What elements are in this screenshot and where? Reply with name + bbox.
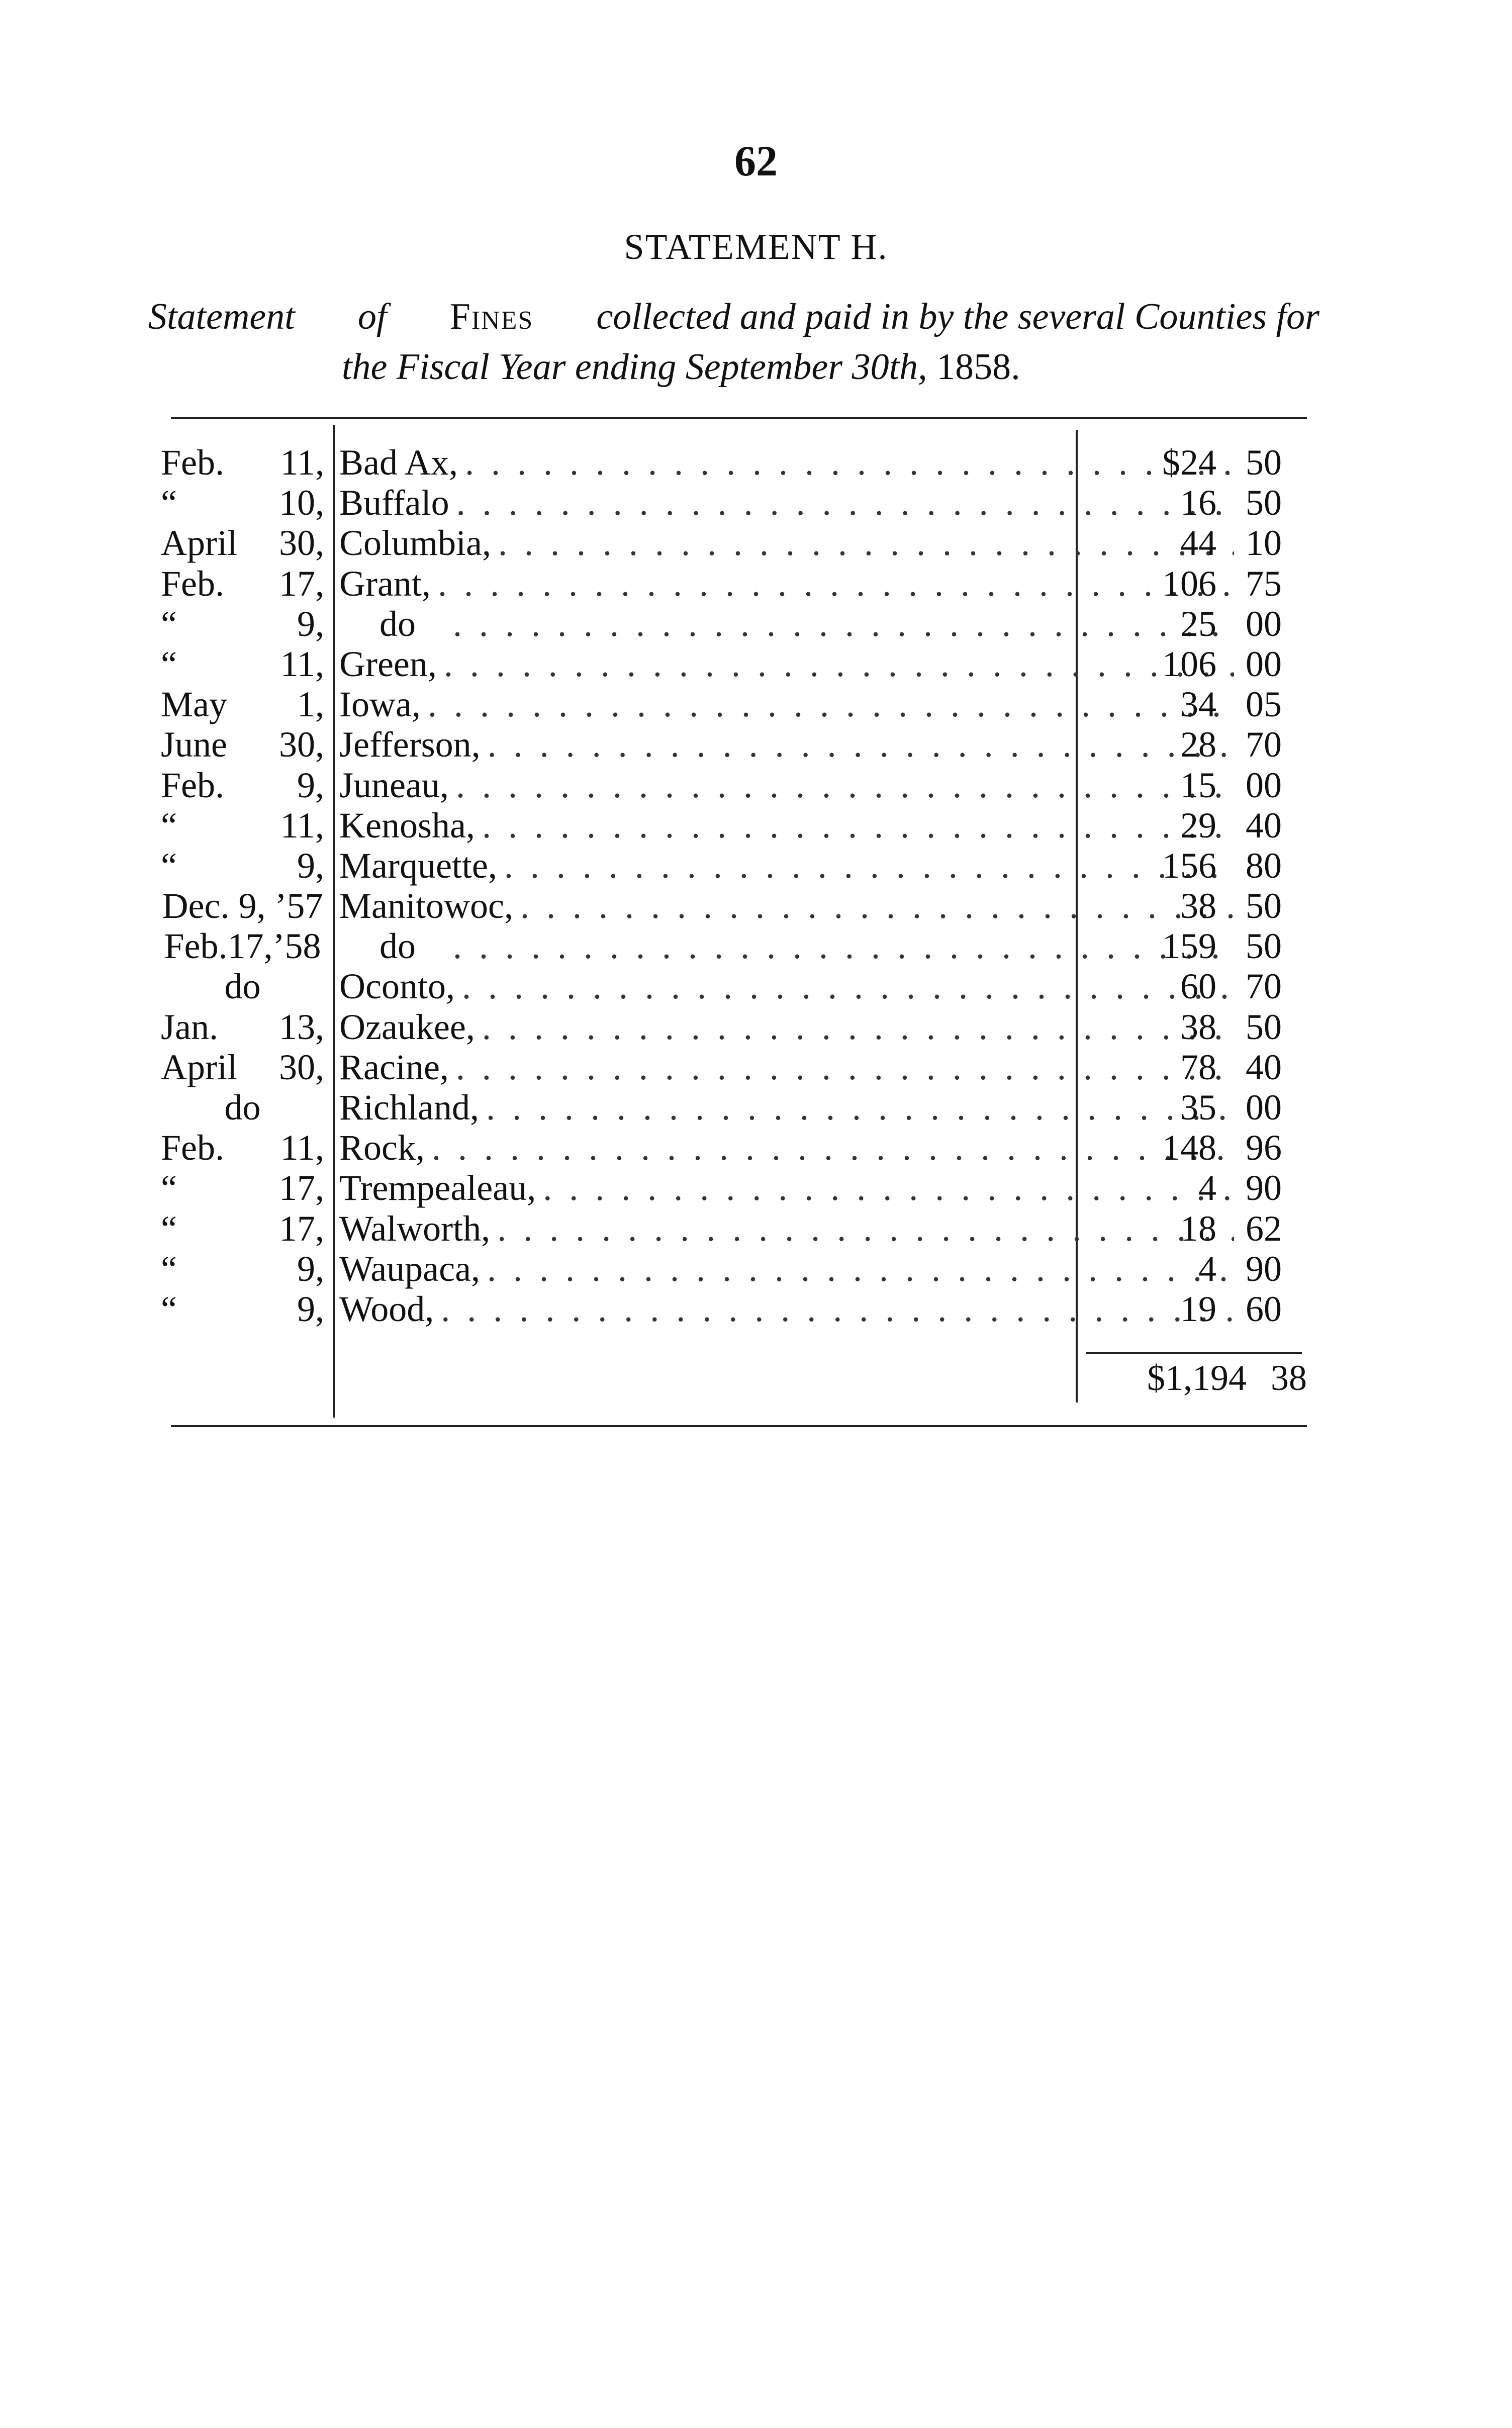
date-month: “ <box>161 805 177 846</box>
amount-dollars: 29 <box>1180 805 1216 846</box>
caption-word: Statement <box>148 296 295 337</box>
county-cell <box>339 684 1234 724</box>
amount-dollars: 38 <box>1180 1006 1216 1047</box>
date-day: 17, <box>279 1208 324 1249</box>
amount-cents: 90 <box>1246 1168 1282 1208</box>
county-cell <box>339 1087 1234 1128</box>
amount-dollars: $24 <box>1162 442 1216 483</box>
table-row <box>161 886 1307 926</box>
table-bottom-rule <box>171 1425 1307 1427</box>
county-name: Grant, <box>339 563 431 604</box>
amount-cents: 80 <box>1246 845 1282 886</box>
amount-cell <box>1106 1007 1307 1047</box>
amount-cents: 40 <box>1246 805 1282 846</box>
amount-cell <box>1106 564 1307 604</box>
date-cell <box>161 483 324 523</box>
date-cell <box>161 1087 324 1128</box>
date-day: 17, <box>279 563 324 604</box>
amount-cents: 50 <box>1246 926 1282 967</box>
date-month: Feb.17,’58 <box>164 926 321 967</box>
date-day: 30, <box>279 724 324 765</box>
date-day: 9, <box>297 1248 324 1289</box>
county-name: Green, <box>339 643 437 684</box>
county-name: Wood, <box>339 1288 434 1329</box>
amount-dollars: 25 <box>1180 603 1216 644</box>
county-cell <box>339 564 1234 604</box>
amount-dollars: 106 <box>1162 643 1216 684</box>
caption-word: of <box>357 296 387 337</box>
county-cell <box>339 846 1234 886</box>
amount-cell <box>1106 523 1307 563</box>
caption-date: 30th, <box>852 346 927 388</box>
county-name: do <box>380 926 416 967</box>
date-month: Feb. <box>161 765 224 805</box>
date-month: “ <box>161 1208 177 1249</box>
amount-cell <box>1106 805 1307 846</box>
date-month: “ <box>161 845 177 886</box>
date-cell <box>161 926 324 966</box>
amount-cell <box>1106 765 1307 805</box>
amount-cell <box>1106 1128 1307 1168</box>
date-cell <box>161 765 324 805</box>
statement-title: STATEMENT H. <box>624 227 888 267</box>
county-cell <box>339 644 1234 684</box>
amount-cents: 00 <box>1246 643 1282 684</box>
date-cell <box>161 1007 324 1047</box>
date-day: 9, <box>297 1288 324 1329</box>
amount-cell <box>1106 684 1307 724</box>
amount-dollars: 159 <box>1162 926 1216 967</box>
table-row <box>161 846 1307 886</box>
date-cell <box>161 644 324 684</box>
table-row <box>161 1128 1307 1168</box>
county-name: Ozaukee, <box>339 1006 475 1047</box>
county-name: Waupaca, <box>339 1248 481 1289</box>
amount-dollars: 4 <box>1198 1168 1216 1208</box>
amount-cell <box>1106 846 1307 886</box>
amount-cell <box>1106 604 1307 644</box>
amount-cents: 70 <box>1246 966 1282 1007</box>
date-day: 17, <box>279 1168 324 1208</box>
date-cell <box>161 724 324 765</box>
date-cell <box>161 1208 324 1249</box>
amount-cents: 75 <box>1246 563 1282 604</box>
amount-cents: 90 <box>1246 1248 1282 1289</box>
county-name: Jefferson, <box>339 724 481 765</box>
amount-cell <box>1106 483 1307 523</box>
date-cell <box>161 523 324 563</box>
table-row <box>161 1289 1307 1329</box>
amount-cell <box>1106 1168 1307 1208</box>
date-cell <box>161 846 324 886</box>
amount-cell <box>1106 926 1307 966</box>
county-name: Columbia, <box>339 523 491 564</box>
amount-cell <box>1106 886 1307 926</box>
date-month: April <box>161 1047 237 1087</box>
county-name: Marquette, <box>339 845 497 886</box>
date-cell <box>161 886 324 926</box>
county-name: Bad Ax, <box>339 442 458 483</box>
date-month: Feb. <box>161 1128 224 1168</box>
amount-dollars: 60 <box>1180 966 1216 1007</box>
amount-cents: 40 <box>1246 1047 1282 1087</box>
date-cell <box>161 805 324 846</box>
amount-cents: 05 <box>1246 684 1282 725</box>
amount-dollars: 28 <box>1180 724 1216 765</box>
date-month: April <box>161 523 237 564</box>
table-row <box>161 724 1307 765</box>
amount-cents: 96 <box>1246 1128 1282 1168</box>
county-cell <box>339 1289 1234 1329</box>
date-month: do <box>224 1087 261 1128</box>
date-month: Feb. <box>161 563 224 604</box>
date-month: “ <box>161 603 177 644</box>
amount-dollars: 18 <box>1180 1208 1216 1249</box>
amount-dollars: 156 <box>1162 845 1216 886</box>
date-day: 30, <box>279 523 324 564</box>
county-cell <box>339 483 1234 523</box>
amount-cents: 50 <box>1246 1006 1282 1047</box>
statement-caption <box>148 292 1319 392</box>
county-name: Racine, <box>339 1047 449 1087</box>
amount-cell <box>1106 1289 1307 1329</box>
amount-dollars: 35 <box>1180 1087 1216 1128</box>
county-name: Iowa, <box>339 684 421 725</box>
amount-dollars: 44 <box>1180 523 1216 564</box>
table-row <box>161 765 1307 805</box>
date-day: 9, <box>297 845 324 886</box>
county-cell <box>339 523 1234 563</box>
county-cell <box>339 604 1234 644</box>
amount-dollars: 16 <box>1180 483 1216 523</box>
date-month: “ <box>161 1248 177 1289</box>
amount-cents: 50 <box>1246 442 1282 483</box>
caption-fines: Fines <box>449 296 534 337</box>
grand-total <box>1096 1357 1307 1399</box>
table-row <box>161 523 1307 563</box>
date-cell <box>161 1128 324 1168</box>
date-cell <box>161 1289 324 1329</box>
date-month: “ <box>161 1168 177 1208</box>
date-day: 10, <box>279 483 324 523</box>
date-day: 9, <box>297 765 324 805</box>
county-name: Richland, <box>339 1087 479 1128</box>
date-day: 1, <box>297 684 324 725</box>
date-day: 30, <box>279 1047 324 1087</box>
county-name: Juneau, <box>339 765 449 805</box>
table-row <box>161 442 1307 483</box>
county-cell <box>339 1208 1234 1249</box>
date-month: “ <box>161 643 177 684</box>
table-row <box>161 1208 1307 1249</box>
table-row <box>161 1087 1307 1128</box>
table-row <box>161 1168 1307 1208</box>
table-row <box>161 966 1307 1006</box>
county-cell <box>339 805 1234 846</box>
amount-cents: 00 <box>1246 1087 1282 1128</box>
amount-cell <box>1106 1047 1307 1087</box>
date-month: Jan. <box>161 1006 218 1047</box>
caption-text: collected and paid in by the several Counties for <box>596 296 1319 337</box>
date-day: 11, <box>280 442 324 483</box>
county-cell <box>339 1128 1234 1168</box>
date-cell <box>161 684 324 724</box>
date-month: “ <box>161 1288 177 1329</box>
county-name: Oconto, <box>339 966 455 1007</box>
amount-cell <box>1106 1208 1307 1249</box>
table-row <box>161 564 1307 604</box>
date-cell <box>161 966 324 1006</box>
amount-dollars: 78 <box>1180 1047 1216 1087</box>
date-month: do <box>224 966 261 1007</box>
page-number: 62 <box>734 137 778 185</box>
county-name: Rock, <box>339 1128 425 1168</box>
amount-cents: 00 <box>1246 603 1282 644</box>
amount-cell <box>1106 1087 1307 1128</box>
date-cell <box>161 1047 324 1087</box>
date-day: 13, <box>279 1006 324 1047</box>
caption-text: the Fiscal Year ending September <box>342 346 843 388</box>
table-row <box>161 644 1307 684</box>
county-cell <box>339 966 1234 1006</box>
date-day: 11, <box>280 1128 324 1168</box>
date-month: June <box>161 724 227 765</box>
amount-cell <box>1106 1249 1307 1289</box>
amount-cents: 50 <box>1246 483 1282 523</box>
county-cell <box>339 442 1234 483</box>
table-row <box>161 1047 1307 1087</box>
county-cell <box>339 1249 1234 1289</box>
amount-cell <box>1106 442 1307 483</box>
subtotal-rule <box>1086 1352 1302 1354</box>
county-name: Buffalo <box>339 483 449 523</box>
amount-dollars: 19 <box>1180 1288 1216 1329</box>
amount-cell <box>1106 644 1307 684</box>
date-cell <box>161 1249 324 1289</box>
amount-cents: 10 <box>1246 523 1282 564</box>
amount-cents: 62 <box>1246 1208 1282 1249</box>
table-row <box>161 684 1307 724</box>
date-month: “ <box>161 483 177 523</box>
county-cell <box>339 724 1234 765</box>
amount-cell <box>1106 966 1307 1006</box>
amount-cents: 60 <box>1246 1288 1282 1329</box>
amount-dollars: 148 <box>1162 1128 1216 1168</box>
amount-cents: 00 <box>1246 765 1282 805</box>
county-name: do <box>380 603 416 644</box>
county-name: Kenosha, <box>339 805 475 846</box>
date-month: May <box>161 684 227 725</box>
date-day: 11, <box>280 805 324 846</box>
county-cell <box>339 926 1234 966</box>
date-day: 11, <box>280 643 324 684</box>
table-top-rule <box>171 417 1307 419</box>
county-name: Trempealeau, <box>339 1168 536 1208</box>
fines-table <box>161 442 1307 1329</box>
table-row <box>161 926 1307 966</box>
amount-dollars: 4 <box>1198 1248 1216 1289</box>
county-cell <box>339 765 1234 805</box>
amount-dollars: 106 <box>1162 563 1216 604</box>
county-cell <box>339 1168 1234 1208</box>
amount-cell <box>1106 724 1307 765</box>
amount-dollars: 34 <box>1180 684 1216 725</box>
date-month: Dec. 9, ’57 <box>162 886 323 926</box>
table-row <box>161 1249 1307 1289</box>
table-row <box>161 805 1307 846</box>
date-cell <box>161 442 324 483</box>
date-day: 9, <box>297 603 324 644</box>
table-row <box>161 604 1307 644</box>
amount-dollars: 38 <box>1180 886 1216 926</box>
amount-dollars: 15 <box>1180 765 1216 805</box>
total-dollars: $1,194 <box>1147 1358 1247 1398</box>
county-cell <box>339 886 1234 926</box>
county-cell <box>339 1007 1234 1047</box>
date-cell <box>161 604 324 644</box>
county-cell <box>339 1047 1234 1087</box>
table-row <box>161 1007 1307 1047</box>
date-month: Feb. <box>161 442 224 483</box>
amount-cents: 70 <box>1246 724 1282 765</box>
total-cents: 38 <box>1271 1358 1307 1398</box>
county-name: Walworth, <box>339 1208 491 1249</box>
date-cell <box>161 1168 324 1208</box>
county-name: Manitowoc, <box>339 886 513 926</box>
table-row <box>161 483 1307 523</box>
date-cell <box>161 564 324 604</box>
amount-cents: 50 <box>1246 886 1282 926</box>
caption-year: 1858. <box>936 346 1020 388</box>
